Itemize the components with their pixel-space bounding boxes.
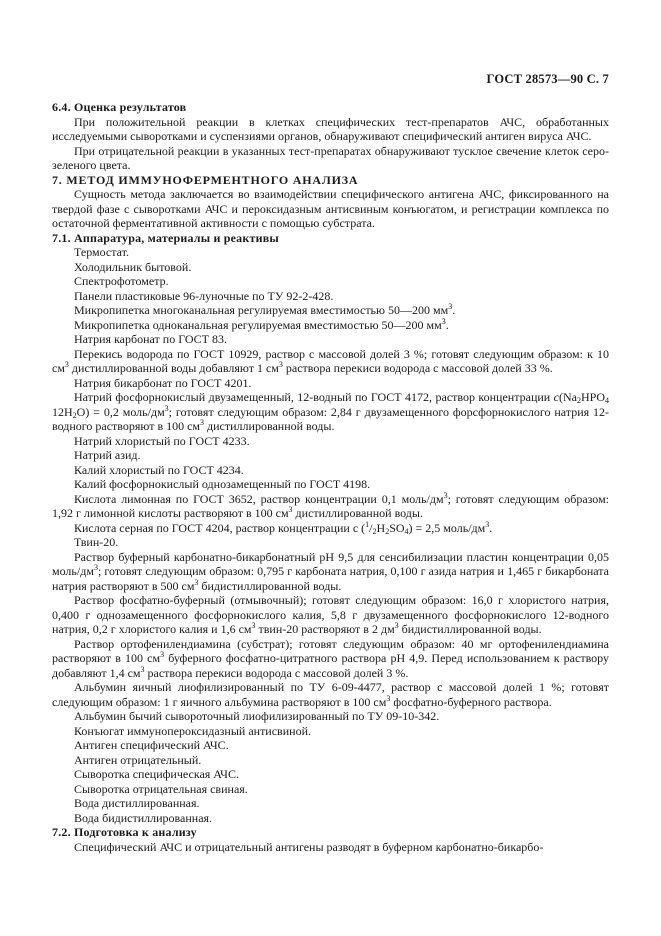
list-item: Перекись водорода по ГОСТ 10929, раствор с массовой долей 3 %; готовят следующим образом: к 10 $см^3$ дистиллированной воды добавляют 1 $см^3$ раствора перекиси водорода с массовой долей 33 %. xyxy=(52,346,609,375)
list-item: Альбумин бычий сывороточный лиофилизированный по ТУ 09-10-342. xyxy=(74,709,440,723)
list-item: Микропипетка одноканальная регулируемая вместимостью 50—200 $мм^3$. xyxy=(74,316,449,332)
list-item: Сыворотка специфическая АЧС. xyxy=(74,767,239,781)
section-7-2-title: 7.2. Подготовка к анализу xyxy=(52,825,197,839)
list-item: Вода дистиллированная. xyxy=(74,796,200,810)
section-6-4-title: 6.4. Оценка результатов xyxy=(52,100,187,114)
list-item: Натрий хлористый по ГОСТ 4233. xyxy=(74,433,250,448)
list-item: Антиген специфический АЧС. xyxy=(74,738,229,752)
chapter-7-title: 7. МЕТОД ИММУНОФЕРМЕНТНОГО АНАЛИЗА xyxy=(52,172,359,187)
page-header: ГОСТ 28573—90 С. 7 xyxy=(486,72,609,86)
section-7-1-title: 7.1. Аппаратура, материалы и реактивы xyxy=(52,230,279,245)
list-item: Натрия карбонат по ГОСТ 83. xyxy=(74,332,227,346)
list-item: Холодильник бытовой. xyxy=(74,259,192,274)
list-item: Сыворотка отрицательная свиная. xyxy=(74,781,248,796)
list-item: Раствор ортофенилендиамина (субстрат); готовят следующим образом: 40 мг ортофенилендиамина растворяют в 100 $см^3$ буферного фосфатно-цитратного раствора рН 4,9. Перед использованием к раствору добавляют 1,4 $см^3$ раствора перекиси водорода с массовой долей 3 %. xyxy=(52,636,609,680)
section-6-4-paragraph: При положительной реакции в клетках специфических тест-препаратов АЧС, обработанных исследуемыми сыворотками и суспензиями органов, обнаруживают специфический антиген вируса АЧС. xyxy=(52,114,609,143)
list-item: Раствор фосфатно-буферный (отмывочный); готовят следующим образом: 16,0 г хлористого натрия, 0,400 г однозамещенного фосфорнокислого калия, 5,8 г двузамещенного фосфорнокислого 12-водного натрия, 0,2 г хлористого калия и 1,6 $см^3$ твин-20 растворяют в 2 $дм^3$ бидистиллированной воды. xyxy=(52,593,609,636)
list-item: Спектрофотометр. xyxy=(74,274,169,288)
list-item: Калий хлористый по ГОСТ 4234. xyxy=(74,462,244,477)
list-item: Натрий фосфорнокислый двузамещенный, 12-водный по ГОСТ 4172, раствор концентрации $c(Na_2HPO_4$ $12H_2O) = 0,2$ моль/$дм^3$; готовят следующим образом: 2,84 г двузамещенного форсфорнокислого натрия 12-водного растворяют в 100 $см^3$ дистиллированной воды. xyxy=(52,390,609,433)
list-item: Калий фосфорнокислый однозамещенный по ГОСТ 4198. xyxy=(74,477,371,491)
list-item: Кислота лимонная по ГОСТ 3652, раствор концентрации 0,1 моль/$дм^3$; готовят следующим образом: 1,92 г лимонной кислоты растворяют в 100 $см^3$ дистиллированной воды. xyxy=(52,490,610,520)
list-item: Антиген отрицательный. xyxy=(74,752,202,767)
list-item: Альбумин яичный лиофилизированный по ТУ 6-09-4477, раствор с массовой долей 1 %; готовят следующим образом: 1 г яичного альбумина растворяют в 100 $см^3$ фосфатно-буферного раствора. xyxy=(52,680,609,709)
list-item: Кислота серная по ГОСТ 4204, раствор концентрации с $(^1/_2H_2SO_4) = 2,5$ моль/$дм^3$. xyxy=(74,519,493,536)
list-item: Термостат. xyxy=(74,245,129,259)
list-item: Вода бидистиллированная. xyxy=(74,810,213,825)
section-7-2-paragraph: Специфический АЧС и отрицательный антигены разводят в буферном карбонатно-бикарбо- xyxy=(74,839,544,854)
page-content xyxy=(52,100,609,854)
list-item: Панели пластиковые 96-луночные по ТУ 92-2-428. xyxy=(74,288,334,303)
list-item: Раствор буферный карбонатно-бикарбонатный рН 9,5 для сенсибилизации пластин концентрации 0,05 моль/$дм^3$; готовят следующим образом: 0,795 г карбоната натрия, 0,100 г азида натрия и 1,465 г бикарбоната натрия растворяют в 500 $см^3$ бидистиллированной воды. xyxy=(52,549,609,593)
list-item: Натрия бикарбонат по ГОСТ 4201. xyxy=(74,375,252,390)
chapter-7-intro: Сущность метода заключается во взаимодействии специфического антигена АЧС, фиксированного на твердой фазе с сыворотками АЧС и пероксидазным антисвиным конъюгатом, и регистрации комплекса по остаточной ферментативной активности с помощью субстрата. xyxy=(52,187,609,230)
list-item: Натрий азид. xyxy=(74,448,141,462)
section-6-4-paragraph: При отрицательной реакции в указанных тест-препаратах обнаруживают тусклое свечение клеток серо-зеленого цвета. xyxy=(52,143,609,172)
list-item: Твин-20. xyxy=(74,535,119,549)
list-item: Микропипетка многоканальная регулируемая вместимостью 50—200 $мм^3$. xyxy=(74,302,456,317)
list-item: Конъюгат иммунопероксидазный антисвиной. xyxy=(74,723,311,738)
